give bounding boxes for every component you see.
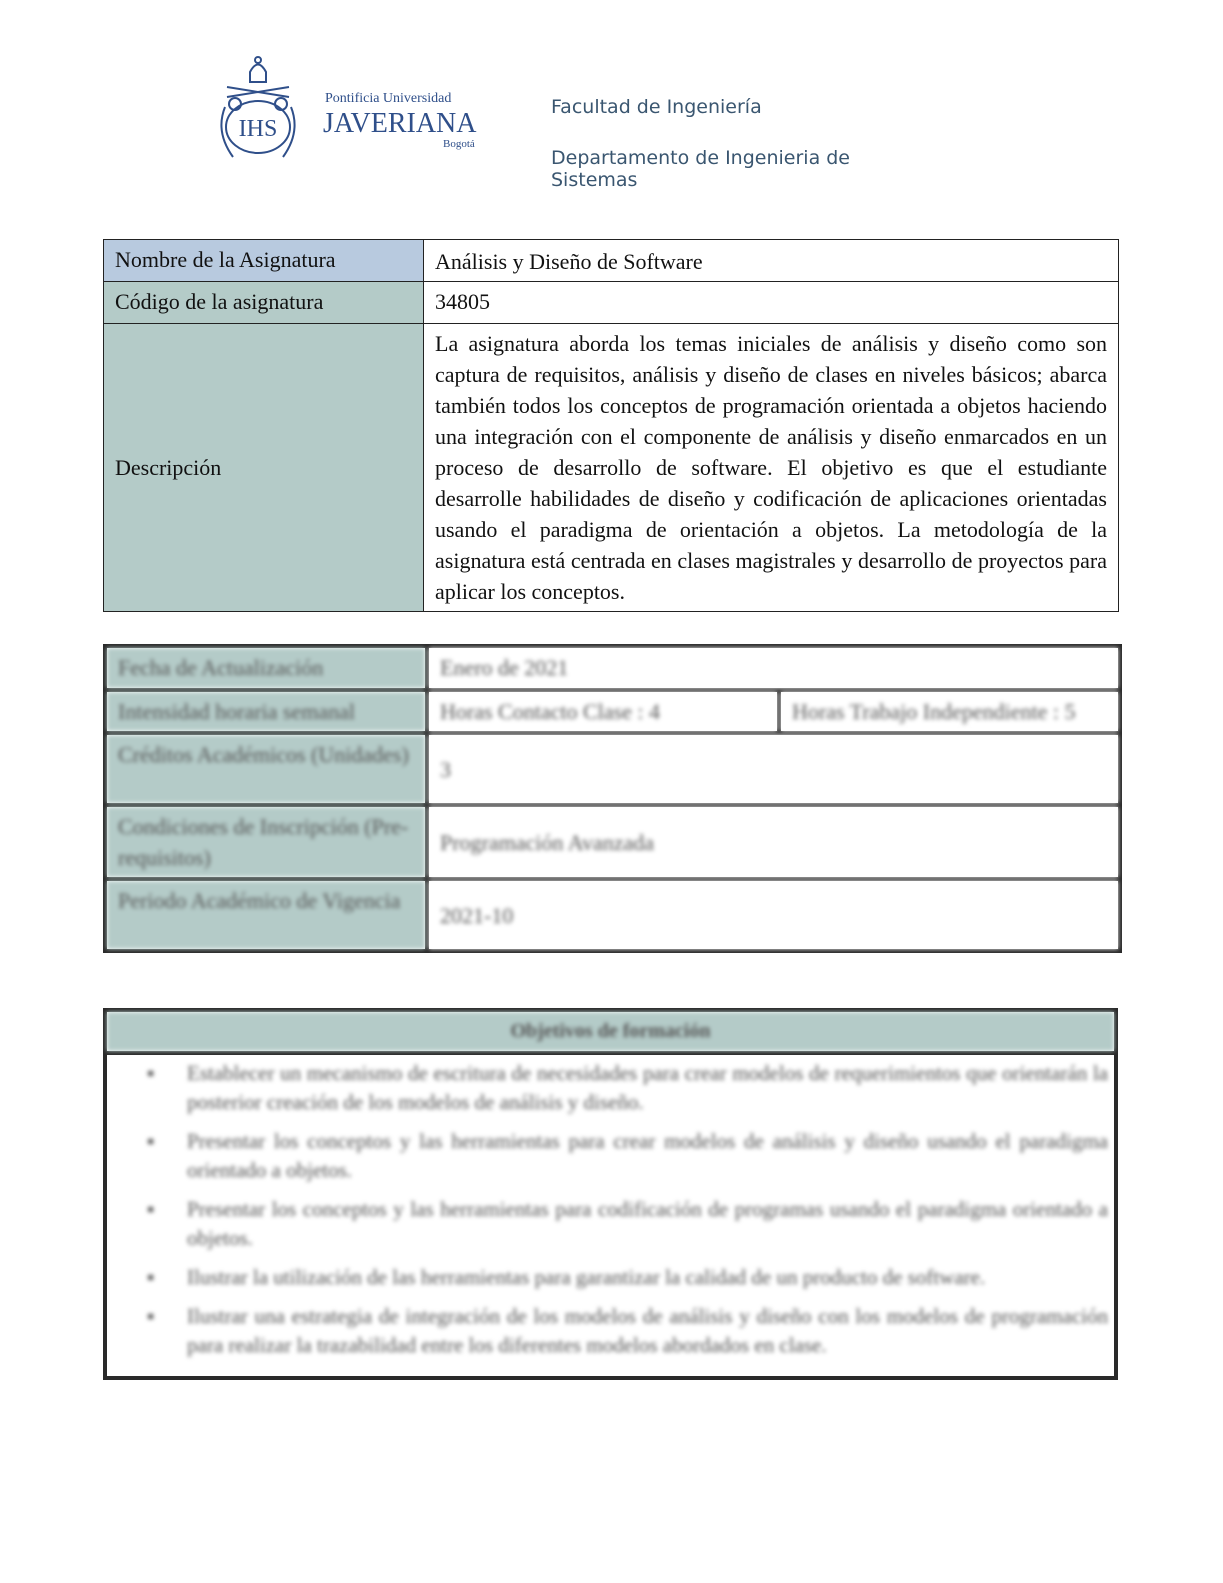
course-code-value: 34805 <box>424 282 1119 324</box>
list-item: ▪ Presentar los conceptos y las herramientas para codificación de programas usando el paradigma orientado a objetos. <box>187 1195 1108 1253</box>
update-date-label: Fecha de Actualización <box>105 646 427 690</box>
description-label: Descripción <box>104 324 424 612</box>
list-item: ▪ Establecer un mecanismo de escritura de necesidades para crear modelos de requerimientos que orientarán la posterior creación de los modelos de análisis y diseño. <box>187 1059 1108 1117</box>
prerequisites-value: Programación Avanzada <box>427 805 1120 879</box>
table-row <box>104 240 1119 282</box>
table-row <box>105 690 1120 733</box>
credits-label: Créditos Académicos (Unidades) <box>105 733 427 805</box>
academic-period-value: 2021-10 <box>427 879 1120 951</box>
table-row <box>105 879 1120 951</box>
course-name-label: Nombre de la Asignatura <box>104 240 424 282</box>
table-row <box>104 324 1119 612</box>
table-row <box>105 646 1120 690</box>
weekly-hours-label: Intensidad horaria semanal <box>105 690 427 733</box>
table-row <box>105 1010 1116 1053</box>
svg-text:Pontificia Universidad: Pontificia Universidad <box>325 91 452 106</box>
list-item: ▪ Presentar los conceptos y las herramientas para crear modelos de análisis y diseño usando el paradigma orientado a objetos. <box>187 1127 1108 1185</box>
course-details-table <box>103 644 1122 953</box>
contact-hours-value: Horas Contacto Clase : 4 <box>427 690 779 733</box>
table-row <box>105 733 1120 805</box>
university-logo <box>205 52 485 167</box>
table-row <box>105 1053 1116 1378</box>
objectives-table <box>103 1008 1118 1380</box>
independent-hours-value: Horas Trabajo Independiente : 5 <box>779 690 1120 733</box>
faculty-name: Facultad de Ingeniería <box>551 96 762 118</box>
document-header <box>205 52 925 191</box>
svg-text:JAVERIANA: JAVERIANA <box>323 108 477 139</box>
list-item: ▪ Ilustrar la utilización de las herramientas para garantizar la calidad de un producto de software. <box>187 1263 1108 1292</box>
objectives-title: Objetivos de formación <box>105 1010 1116 1053</box>
department-name: Departamento de Ingenieria de Sistemas <box>551 147 850 191</box>
list-item: ▪ Ilustrar una estrategia de integración de los modelos de análisis y diseño con los modelos de programación para realizar la trazabilidad entre los diferentes modelos abordados en clase. <box>187 1302 1108 1360</box>
table-row <box>105 805 1120 879</box>
course-info-table <box>103 239 1119 612</box>
table-row <box>104 282 1119 324</box>
update-date-value: Enero de 2021 <box>427 646 1120 690</box>
course-code-label: Código de la asignatura <box>104 282 424 324</box>
description-value: La asignatura aborda los temas iniciales de análisis y diseño como son captura de requisitos, análisis y diseño de clases en niveles básicos; abarca también todos los conceptos de programación orientada a objetos haciendo una integración con el componente de análisis y diseño enmarcados en un proceso de desarrollo de software. El objetivo es que el estudiante desarrolle habilidades de diseño y codificación de aplicaciones orientadas usando el paradigma de orientación a objetos. La metodología de la asignatura está centrada en clases magistrales y desarrollo de proyectos para aplicar los conceptos. <box>424 324 1119 612</box>
objectives-list <box>107 1055 1114 1376</box>
credits-value: 3 <box>427 733 1120 805</box>
course-name-value: Análisis y Diseño de Software <box>424 240 1119 282</box>
prerequisites-label: Condiciones de Inscripción (Pre-requisitos) <box>105 805 427 879</box>
svg-text:Bogotá: Bogotá <box>443 138 475 150</box>
logo-seal-text: IHS <box>238 116 278 142</box>
academic-period-label: Periodo Académico de Vigencia <box>105 879 427 951</box>
